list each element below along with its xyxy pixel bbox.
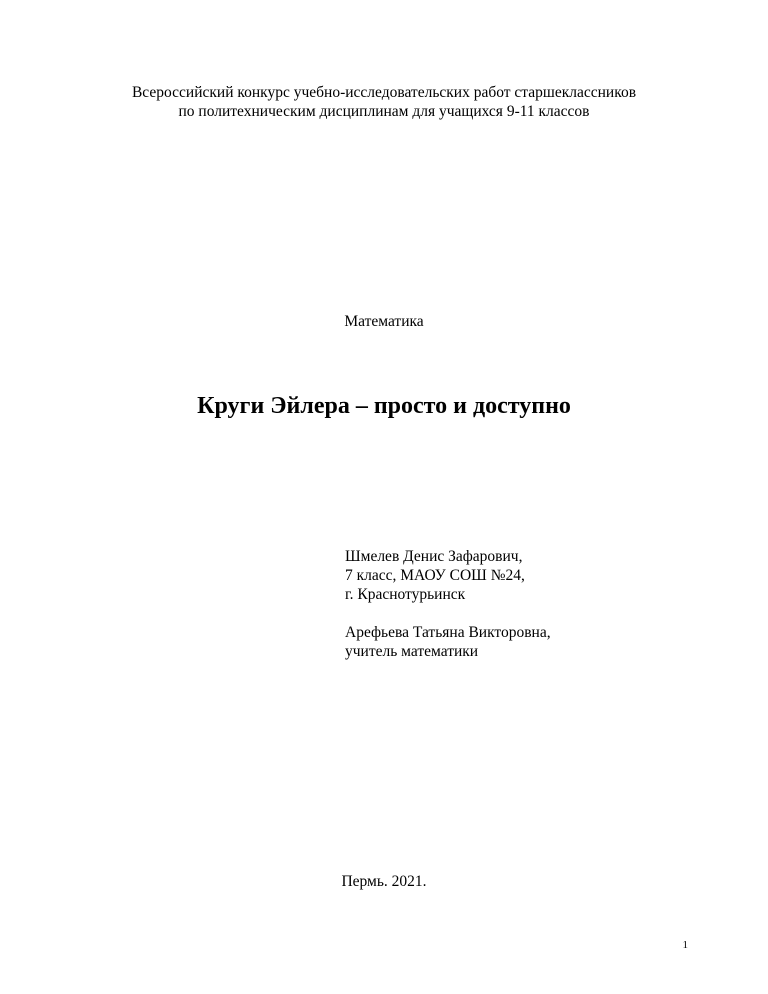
header-line-2: по политехническим дисциплинам для учащихся 9-11 классов [178, 103, 590, 120]
author-name: Шмелев Денис Зафарович, [345, 548, 523, 565]
author-class-school: 7 класс, МАОУ СОШ №24, [345, 567, 525, 584]
header-line-1: Всероссийский конкурс учебно-исследовательских работ старшеклассников [131, 84, 637, 101]
supervisor-role: учитель математики [345, 643, 479, 660]
supervisor-info [345, 623, 551, 661]
subject-label: Математика [344, 313, 424, 330]
supervisor-name: Арефьева Татьяна Викторовна, [345, 624, 551, 641]
competition-header [0, 83, 768, 121]
page-title: Круги Эйлера – просто и доступно [197, 393, 571, 419]
author-info [345, 547, 551, 604]
place-year-footer: Пермь. 2021. [341, 873, 427, 890]
authors-section [345, 547, 551, 661]
page-number: 1 [682, 939, 688, 951]
author-city: г. Краснотурьинск [345, 586, 466, 603]
